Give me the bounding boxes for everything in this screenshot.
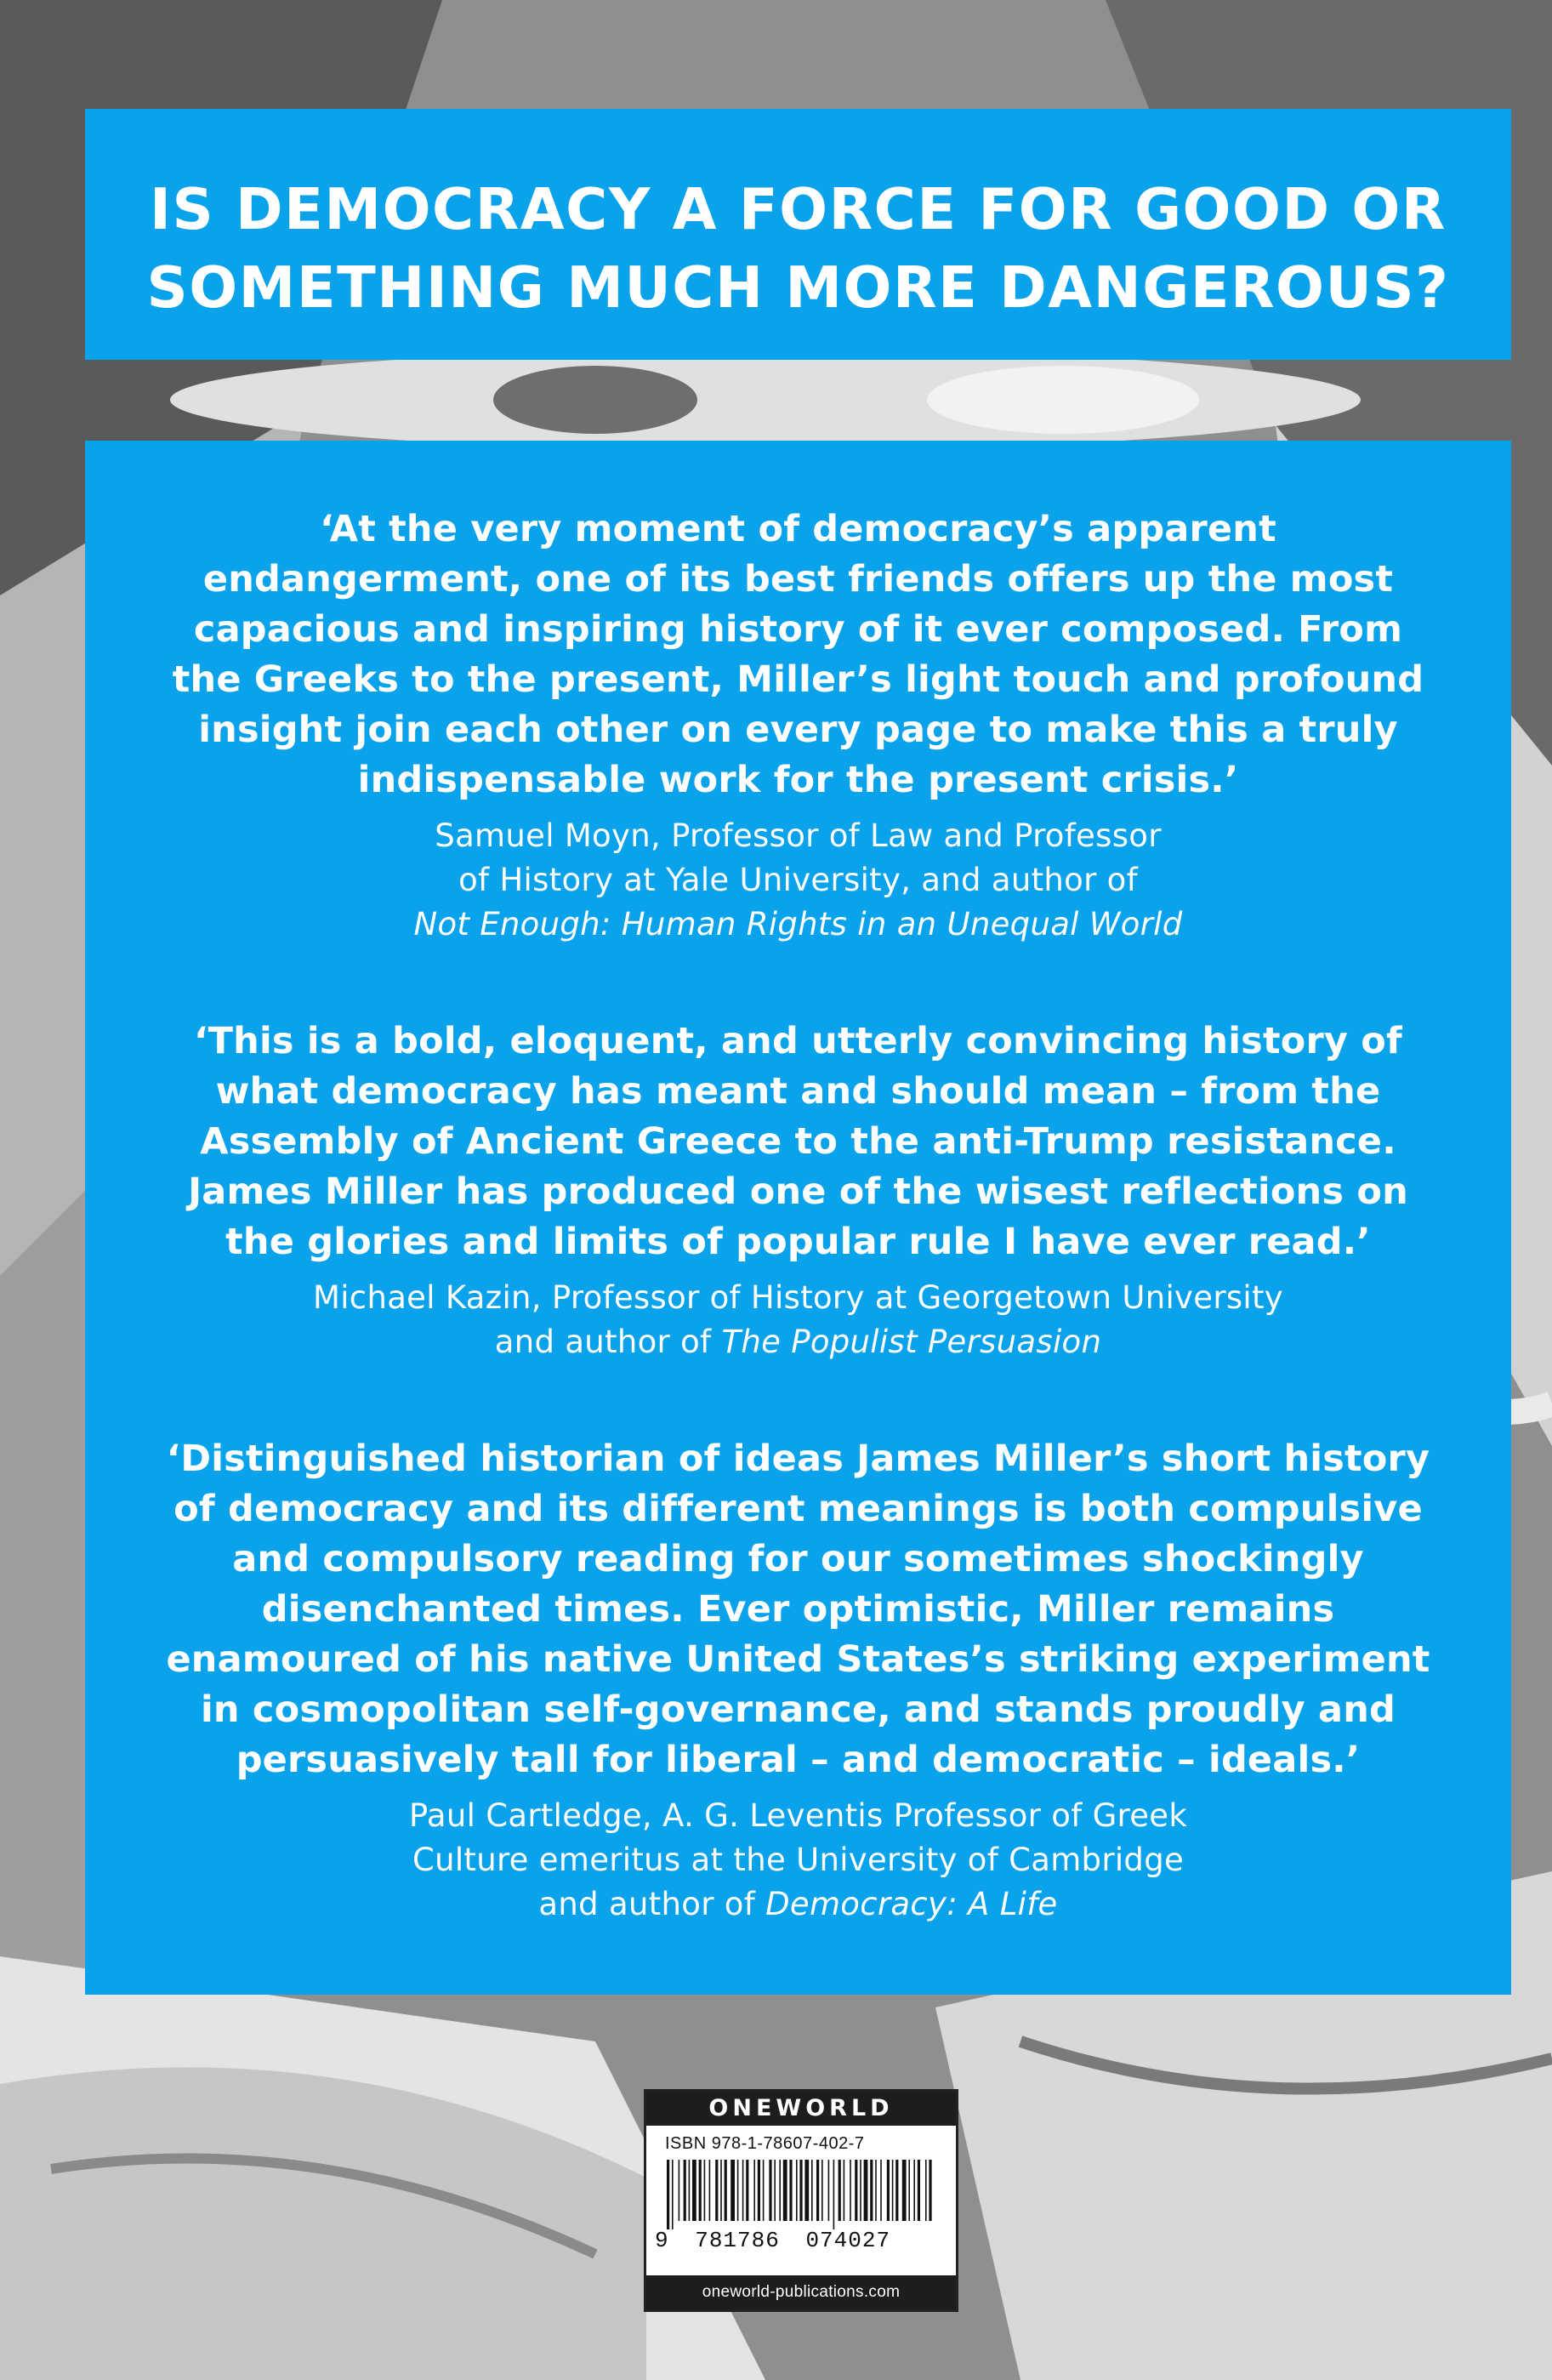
barcode-digit-group: 781786 [695, 2228, 780, 2253]
barcode-icon [665, 2160, 937, 2229]
quote-line: indispensable work for the present crisis.’ [357, 759, 1239, 801]
barcode-bar [725, 2160, 727, 2221]
barcode-bar [880, 2160, 882, 2221]
barcode-bar [839, 2160, 841, 2221]
barcode-bar [699, 2160, 702, 2221]
barcode-bar [892, 2160, 894, 2221]
barcode-bar [925, 2160, 927, 2221]
barcode-bar [672, 2160, 674, 2229]
barcode-lead-digit: 9 [655, 2228, 669, 2253]
book-title: The Populist Persuasion [721, 1324, 1102, 1360]
barcode-block [644, 2089, 958, 2312]
barcode-bar [929, 2160, 931, 2221]
barcode-bar [844, 2160, 845, 2221]
barcode-digit-group: 074027 [805, 2228, 891, 2253]
barcode-bar [816, 2160, 819, 2221]
barcode-bar [833, 2160, 835, 2229]
barcode-bar [821, 2160, 823, 2221]
headline-panel [85, 109, 1511, 360]
attribution-line [85, 902, 1511, 947]
barcode-bar [811, 2160, 813, 2221]
quote-line: the glories and limits of popular rule I have ever read.’ [225, 1221, 1371, 1263]
barcode-bar [918, 2160, 920, 2221]
barcode-bar [692, 2160, 696, 2221]
barcode-bar [704, 2160, 706, 2221]
quote-line: capacious and inspiring history of it ever composed. From [193, 608, 1403, 651]
quote-line: insight join each other on every page to make this a truly [198, 709, 1398, 751]
publisher-logo: ONEWORLD [646, 2092, 956, 2126]
barcode-bar [774, 2160, 776, 2221]
endorsement-quote [85, 1016, 1511, 1364]
barcode-bar [709, 2160, 711, 2221]
barcode-bar [684, 2160, 686, 2221]
quote-line: ‘This is a bold, eloquent, and utterly convincing history of [194, 1020, 1402, 1062]
barcode-bar [667, 2160, 669, 2229]
quote-text [85, 1016, 1511, 1267]
quote-line: and compulsory reading for our sometimes shockingly [232, 1538, 1364, 1580]
quote-line: of democracy and its different meanings is both compulsive [173, 1488, 1423, 1530]
barcode-bar [913, 2160, 915, 2221]
barcode-bar [763, 2160, 765, 2221]
quote-line: enamoured of his native United States’s striking experiment [166, 1638, 1430, 1681]
headline [85, 170, 1511, 327]
barcode-bar [783, 2160, 787, 2221]
barcode-bar [804, 2160, 809, 2221]
barcode-bar [895, 2160, 898, 2221]
attribution-line: Samuel Moyn, Professor of Law and Professor [435, 817, 1162, 854]
attribution-prefix: and author of [538, 1886, 766, 1922]
quote-line: Assembly of Ancient Greece to the anti-Trump resistance. [200, 1120, 1396, 1163]
attribution-line [85, 1320, 1511, 1364]
barcode-bar [875, 2160, 877, 2221]
quote-attribution [85, 1276, 1511, 1364]
isbn-label: ISBN 978-1-78607-402-7 [665, 2134, 865, 2153]
quote-text [85, 1434, 1511, 1785]
barcode-bar [753, 2160, 755, 2221]
barcode-bar [799, 2160, 802, 2221]
barcode-bar [679, 2160, 680, 2221]
quote-line: in cosmopolitan self-governance, and stands proudly and [200, 1688, 1396, 1731]
barcode-bar [870, 2160, 873, 2221]
book-title: Not Enough: Human Rights in an Unequal World [413, 906, 1183, 942]
barcode-bar [789, 2160, 792, 2221]
endorsements-panel [85, 441, 1511, 1995]
barcode-bar [737, 2160, 739, 2221]
attribution-line: of History at Yale University, and author of [458, 862, 1138, 898]
barcode-bar [864, 2160, 868, 2221]
barcode-bar [746, 2160, 748, 2221]
quote-text [85, 504, 1511, 806]
quote-line: disenchanted times. Ever optimistic, Miller remains [261, 1588, 1335, 1631]
barcode-bar [828, 2160, 830, 2221]
barcode-bar [850, 2160, 851, 2221]
book-title: Democracy: A Life [765, 1886, 1058, 1922]
barcode-bar [720, 2160, 722, 2221]
barcode-bar [742, 2160, 744, 2221]
quote-attribution [85, 814, 1511, 947]
barcode-bar [855, 2160, 857, 2221]
attribution-line: Culture emeritus at the University of Cambridge [412, 1842, 1185, 1878]
headline-line: IS DEMOCRACY A FORCE FOR GOOD OR [150, 176, 1447, 242]
barcode-bar [796, 2160, 798, 2221]
barcode-bar [715, 2160, 718, 2221]
quote-line: ‘Distinguished historian of ideas James Miller’s short history [166, 1438, 1430, 1480]
endorsement-quote [85, 504, 1511, 947]
attribution-prefix: and author of [494, 1324, 722, 1360]
quote-line: the Greeks to the present, Miller’s light touch and profound [172, 658, 1424, 701]
quote-line: ‘At the very moment of democracy’s apparent [320, 508, 1276, 550]
quote-line: endangerment, one of its best friends offers up the most [202, 558, 1394, 601]
barcode-bar [758, 2160, 760, 2221]
barcode-bar [731, 2160, 735, 2221]
barcode-bar [860, 2160, 861, 2221]
barcode-bar [779, 2160, 781, 2221]
endorsement-quote [85, 1434, 1511, 1927]
quote-line: James Miller has produced one of the wisest reflections on [188, 1170, 1408, 1213]
barcode-bar [902, 2160, 907, 2221]
attribution-line: Michael Kazin, Professor of History at Georgetown University [313, 1279, 1283, 1316]
barcode-digits [655, 2228, 944, 2253]
attribution-line: Paul Cartledge, A. G. Leventis Professor of Greek [408, 1797, 1188, 1834]
attribution-line [85, 1882, 1511, 1927]
headline-line: SOMETHING MUCH MORE DANGEROUS? [146, 254, 1450, 321]
quote-line: persuasively tall for liberal – and democratic – ideals.’ [236, 1739, 1361, 1781]
barcode-bar [769, 2160, 771, 2221]
quote-line: what democracy has meant and should mean – from the [215, 1070, 1381, 1113]
barcode-bar [887, 2160, 890, 2221]
barcode-bar [689, 2160, 691, 2221]
barcode-bar [908, 2160, 910, 2221]
publisher-url: oneworld-publications.com [646, 2275, 956, 2309]
quote-attribution [85, 1794, 1511, 1927]
